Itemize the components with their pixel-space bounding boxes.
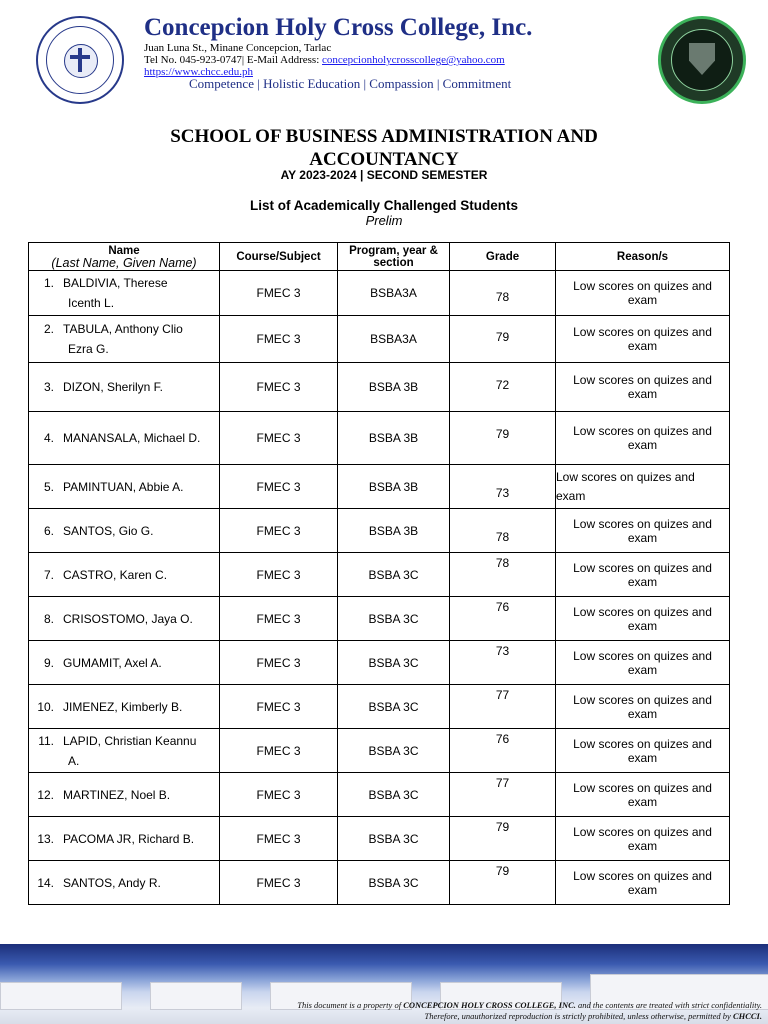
cell-reason — [556, 316, 730, 363]
grade-value: 76 — [495, 731, 510, 746]
reason-line2: exam — [627, 750, 658, 765]
cell-grade — [450, 685, 556, 729]
table-row — [29, 817, 730, 861]
reason-line2: exam — [627, 618, 658, 633]
college-name: Concepcion Holy Cross College, Inc. — [144, 14, 533, 41]
cell-program: BSBA 3C — [338, 861, 450, 905]
cell-course: FMEC 3 — [220, 597, 338, 641]
footer-notice-2a: Therefore, unauthorized reproduction is strictly prohibited, unless otherwise, permitted by — [424, 1011, 733, 1021]
cell-program: BSBA3A — [338, 316, 450, 363]
cell-course: FMEC 3 — [220, 412, 338, 465]
cell-grade — [450, 817, 556, 861]
school-title-line1: SCHOOL OF BUSINESS ADMINISTRATION AND — [170, 126, 598, 147]
footer-notice-2b: CHCCI. — [732, 1011, 762, 1021]
cell-name — [29, 861, 220, 905]
header-name-sub: (Last Name, Given Name) — [51, 255, 197, 270]
reason-line2: exam — [627, 438, 658, 452]
student-name: MARTINEZ, Noel B. — [63, 787, 171, 802]
cell-grade — [450, 553, 556, 597]
cell-grade — [450, 773, 556, 817]
cell-program: BSBA 3C — [338, 773, 450, 817]
grade-value: 73 — [495, 485, 510, 500]
reason-line1: Low scores on quizes and — [573, 325, 712, 339]
student-name: JIMENEZ, Kimberly B. — [63, 699, 183, 714]
cell-grade — [450, 412, 556, 465]
academic-year: AY 2023-2024 | SECOND SEMESTER — [280, 168, 488, 182]
reason-line1: Low scores on quizes and — [573, 279, 712, 293]
period-label: Prelim — [365, 213, 403, 228]
header-program-line1: Program, year & — [349, 244, 438, 257]
header-grade: Grade — [450, 243, 556, 271]
cell-name — [29, 597, 220, 641]
table-row — [29, 271, 730, 316]
cell-program: BSBA 3B — [338, 412, 450, 465]
row-number: 8. — [43, 611, 54, 626]
reason-line2: exam — [627, 662, 658, 677]
footer-notice-line2 — [0, 1011, 768, 1021]
grade-value: 79 — [495, 863, 510, 878]
cell-program: BSBA 3C — [338, 729, 450, 773]
row-number: 1. — [43, 276, 54, 290]
header-course: Course/Subject — [220, 243, 338, 271]
cell-reason — [556, 597, 730, 641]
cell-name — [29, 363, 220, 412]
reason-line1: Low scores on quizes and — [573, 373, 712, 387]
row-number: 14. — [37, 875, 54, 890]
cell-program: BSBA 3C — [338, 641, 450, 685]
student-name: PACOMA JR, Richard B. — [63, 831, 195, 846]
header-name-label: Name — [108, 244, 140, 257]
student-name: CASTRO, Karen C. — [63, 567, 168, 582]
student-name: CRISOSTOMO, Jaya O. — [63, 611, 193, 626]
cell-course: FMEC 3 — [220, 817, 338, 861]
footer-notice-1c: and the contents are treated with strict confidentiality. — [575, 1000, 762, 1010]
cell-name — [29, 316, 220, 363]
cell-name — [29, 509, 220, 553]
footer-notice-1b: CONCEPCION HOLY CROSS COLLEGE, INC. — [403, 1000, 576, 1010]
students-table — [28, 242, 730, 905]
cell-program: BSBA 3C — [338, 685, 450, 729]
row-number: 6. — [43, 523, 54, 538]
cell-course: FMEC 3 — [220, 641, 338, 685]
reason-line1: Low scores on quizes and — [573, 516, 712, 531]
grade-value: 76 — [495, 599, 510, 614]
row-number: 9. — [43, 655, 54, 670]
table-row — [29, 412, 730, 465]
reason-line2: exam — [627, 387, 658, 401]
reason-line2: exam — [627, 882, 658, 897]
reason-line2: exam — [627, 794, 658, 809]
cell-course: FMEC 3 — [220, 509, 338, 553]
college-motto: Competence | Holistic Education | Compassion | Commitment — [189, 76, 512, 91]
reason-line2: exam — [627, 838, 658, 853]
contact-prefix: Tel No. 045-923-0747| E-Mail Address: — [144, 54, 323, 66]
cell-name — [29, 553, 220, 597]
cell-name — [29, 729, 220, 773]
cell-grade — [450, 316, 556, 363]
row-number: 13. — [37, 831, 54, 846]
cell-name — [29, 412, 220, 465]
reason-line1: Low scores on quizes and — [573, 736, 712, 751]
cell-reason — [556, 509, 730, 553]
student-name-cont: Ezra G. — [68, 342, 109, 356]
grade-value: 78 — [495, 529, 510, 544]
cell-grade — [450, 271, 556, 316]
cell-course: FMEC 3 — [220, 465, 338, 509]
table-row — [29, 773, 730, 817]
cell-grade — [450, 597, 556, 641]
cell-reason — [556, 363, 730, 412]
cell-program: BSBA3A — [338, 271, 450, 316]
student-name: SANTOS, Andy R. — [63, 875, 161, 890]
grade-value: 77 — [495, 775, 510, 790]
cell-name — [29, 641, 220, 685]
grade-value: 79 — [495, 427, 510, 441]
row-number: 11. — [38, 733, 54, 748]
grade-value: 79 — [495, 819, 510, 834]
reason-line1: Low scores on quizes and — [573, 604, 712, 619]
reason-line1: Low scores on quizes and — [573, 824, 712, 839]
student-name: MANANSALA, Michael D. — [63, 431, 201, 445]
cell-name — [29, 271, 220, 316]
header-program-line2: section — [373, 256, 414, 269]
footer-notice-1a: This document is a property of — [297, 1000, 404, 1010]
cell-reason — [556, 817, 730, 861]
grade-value: 72 — [495, 378, 510, 392]
row-number: 12. — [37, 787, 54, 802]
cell-program: BSBA 3B — [338, 509, 450, 553]
grade-value: 78 — [495, 555, 510, 570]
cell-course: FMEC 3 — [220, 729, 338, 773]
reason-line2: exam — [556, 488, 586, 503]
cell-program: BSBA 3C — [338, 553, 450, 597]
college-seal-logo — [36, 16, 124, 104]
table-row — [29, 465, 730, 509]
grade-value: 79 — [495, 330, 510, 344]
reason-line1: Low scores on quizes and — [573, 648, 712, 663]
table-row — [29, 861, 730, 905]
grade-value: 73 — [495, 643, 510, 658]
cell-course: FMEC 3 — [220, 363, 338, 412]
reason-line2: exam — [627, 706, 658, 721]
table-row — [29, 597, 730, 641]
reason-line2: exam — [627, 574, 658, 589]
table-row — [29, 316, 730, 363]
grade-value: 78 — [495, 290, 510, 304]
table-header-row — [29, 243, 730, 271]
cell-grade — [450, 641, 556, 685]
cell-name — [29, 773, 220, 817]
student-name: DIZON, Sherilyn F. — [63, 380, 164, 394]
header-reason: Reason/s — [556, 243, 730, 271]
reason-line1: Low scores on quizes and — [573, 560, 712, 575]
cell-course: FMEC 3 — [220, 316, 338, 363]
grade-value: 77 — [495, 687, 510, 702]
cell-reason — [556, 685, 730, 729]
cell-course: FMEC 3 — [220, 861, 338, 905]
cell-course: FMEC 3 — [220, 685, 338, 729]
student-name-cont: Icenth L. — [68, 296, 115, 310]
reason-line1: Low scores on quizes and — [556, 469, 695, 484]
row-number: 2. — [43, 322, 54, 336]
cell-course: FMEC 3 — [220, 773, 338, 817]
cell-grade — [450, 465, 556, 509]
cell-grade — [450, 729, 556, 773]
cell-name — [29, 465, 220, 509]
cell-program: BSBA 3B — [338, 363, 450, 412]
table-row — [29, 509, 730, 553]
row-number: 5. — [43, 479, 54, 494]
student-name: BALDIVIA, Therese — [63, 276, 168, 290]
student-name: PAMINTUAN, Abbie A. — [63, 479, 184, 494]
cell-reason — [556, 861, 730, 905]
cell-reason — [556, 729, 730, 773]
student-name: SANTOS, Gio G. — [63, 523, 154, 538]
row-number: 3. — [43, 380, 54, 394]
cell-reason — [556, 465, 730, 509]
cell-reason — [556, 773, 730, 817]
footer-banner — [0, 944, 768, 1024]
cell-program: BSBA 3C — [338, 597, 450, 641]
cell-reason — [556, 271, 730, 316]
row-number: 10. — [37, 699, 54, 714]
reason-line2: exam — [627, 339, 658, 353]
cell-grade — [450, 509, 556, 553]
reason-line1: Low scores on quizes and — [573, 424, 712, 438]
reason-line2: exam — [627, 293, 658, 307]
student-name-cont: A. — [68, 753, 80, 768]
footer-notice-line1 — [0, 1000, 768, 1010]
table-row — [29, 553, 730, 597]
reason-line2: exam — [627, 530, 658, 545]
header-name — [29, 243, 220, 271]
student-name: LAPID, Christian Keannu — [63, 733, 197, 748]
cell-program: BSBA 3C — [338, 817, 450, 861]
school-title-line2: ACCOUNTANCY — [309, 149, 459, 170]
row-number: 4. — [43, 431, 54, 445]
table-row — [29, 363, 730, 412]
student-name: GUMAMIT, Axel A. — [63, 655, 162, 670]
cell-reason — [556, 553, 730, 597]
reason-line1: Low scores on quizes and — [573, 692, 712, 707]
contact-line — [144, 54, 505, 66]
reason-line1: Low scores on quizes and — [573, 868, 712, 883]
website-link[interactable]: https://www.chcc.edu.ph — [144, 66, 253, 78]
header-program — [338, 243, 450, 271]
reason-line1: Low scores on quizes and — [573, 780, 712, 795]
college-address: Juan Luna St., Minane Concepcion, Tarlac — [144, 42, 332, 54]
student-name: TABULA, Anthony Clio — [63, 322, 183, 336]
list-title: List of Academically Challenged Students — [249, 198, 519, 213]
cell-reason — [556, 412, 730, 465]
table-row — [29, 641, 730, 685]
cell-reason — [556, 641, 730, 685]
cell-grade — [450, 363, 556, 412]
table-row — [29, 685, 730, 729]
email-link[interactable]: concepcionholycrosscollege@yahoo.com — [322, 54, 505, 66]
cell-name — [29, 817, 220, 861]
cell-course: FMEC 3 — [220, 553, 338, 597]
table-row — [29, 729, 730, 773]
row-number: 7. — [43, 567, 54, 582]
cell-course: FMEC 3 — [220, 271, 338, 316]
department-shield-logo — [658, 16, 746, 104]
cell-name — [29, 685, 220, 729]
cell-grade — [450, 861, 556, 905]
cell-program: BSBA 3B — [338, 465, 450, 509]
